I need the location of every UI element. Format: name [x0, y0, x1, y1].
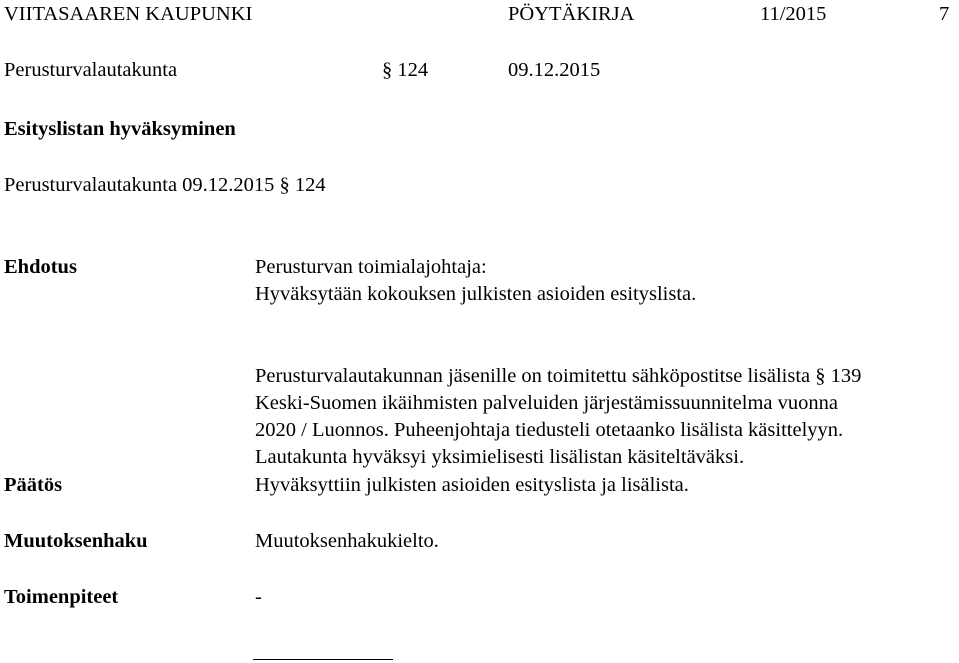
actions-label: Toimenpiteet: [4, 586, 119, 608]
proposal-label: Ehdotus: [4, 256, 77, 278]
decision-text: Hyväksyttiin julkisten asioiden esityslista ja lisälista.: [255, 474, 689, 496]
note-line: Perusturvalautakunnan jäsenille on toimitettu sähköpostitse lisälista § 139: [255, 365, 862, 387]
committee-name: Perusturvalautakunta: [4, 59, 178, 81]
section-number: § 124: [382, 59, 429, 81]
note-line: Lautakunta hyväksyi yksimielisesti lisälistan käsiteltäväksi.: [255, 446, 745, 468]
city-name: VIITASAAREN KAUPUNKI: [4, 3, 253, 25]
document-number: 11/2015: [760, 3, 827, 25]
item-reference: Perusturvalautakunta 09.12.2015 § 124: [4, 174, 326, 196]
decision-label: Päätös: [4, 474, 63, 496]
appeal-text: Muutoksenhakukielto.: [255, 530, 439, 552]
proposal-line: Hyväksytään kokouksen julkisten asioiden esityslista.: [255, 283, 697, 305]
page-number: 7: [939, 3, 950, 25]
actions-text: -: [255, 586, 262, 608]
note-line: Keski-Suomen ikäihmisten palveluiden järjestämissuunnitelma vuonna: [255, 392, 838, 414]
proposal-line: Perusturvan toimialajohtaja:: [255, 256, 487, 278]
appeal-label: Muutoksenhaku: [4, 530, 148, 552]
item-title: Esityslistan hyväksyminen: [4, 118, 236, 140]
meeting-date: 09.12.2015: [508, 59, 601, 81]
document-type: PÖYTÄKIRJA: [508, 3, 635, 25]
signature-divider: [253, 659, 393, 660]
note-line: 2020 / Luonnos. Puheenjohtaja tiedusteli otetaanko lisälista käsittelyyn.: [255, 419, 844, 441]
